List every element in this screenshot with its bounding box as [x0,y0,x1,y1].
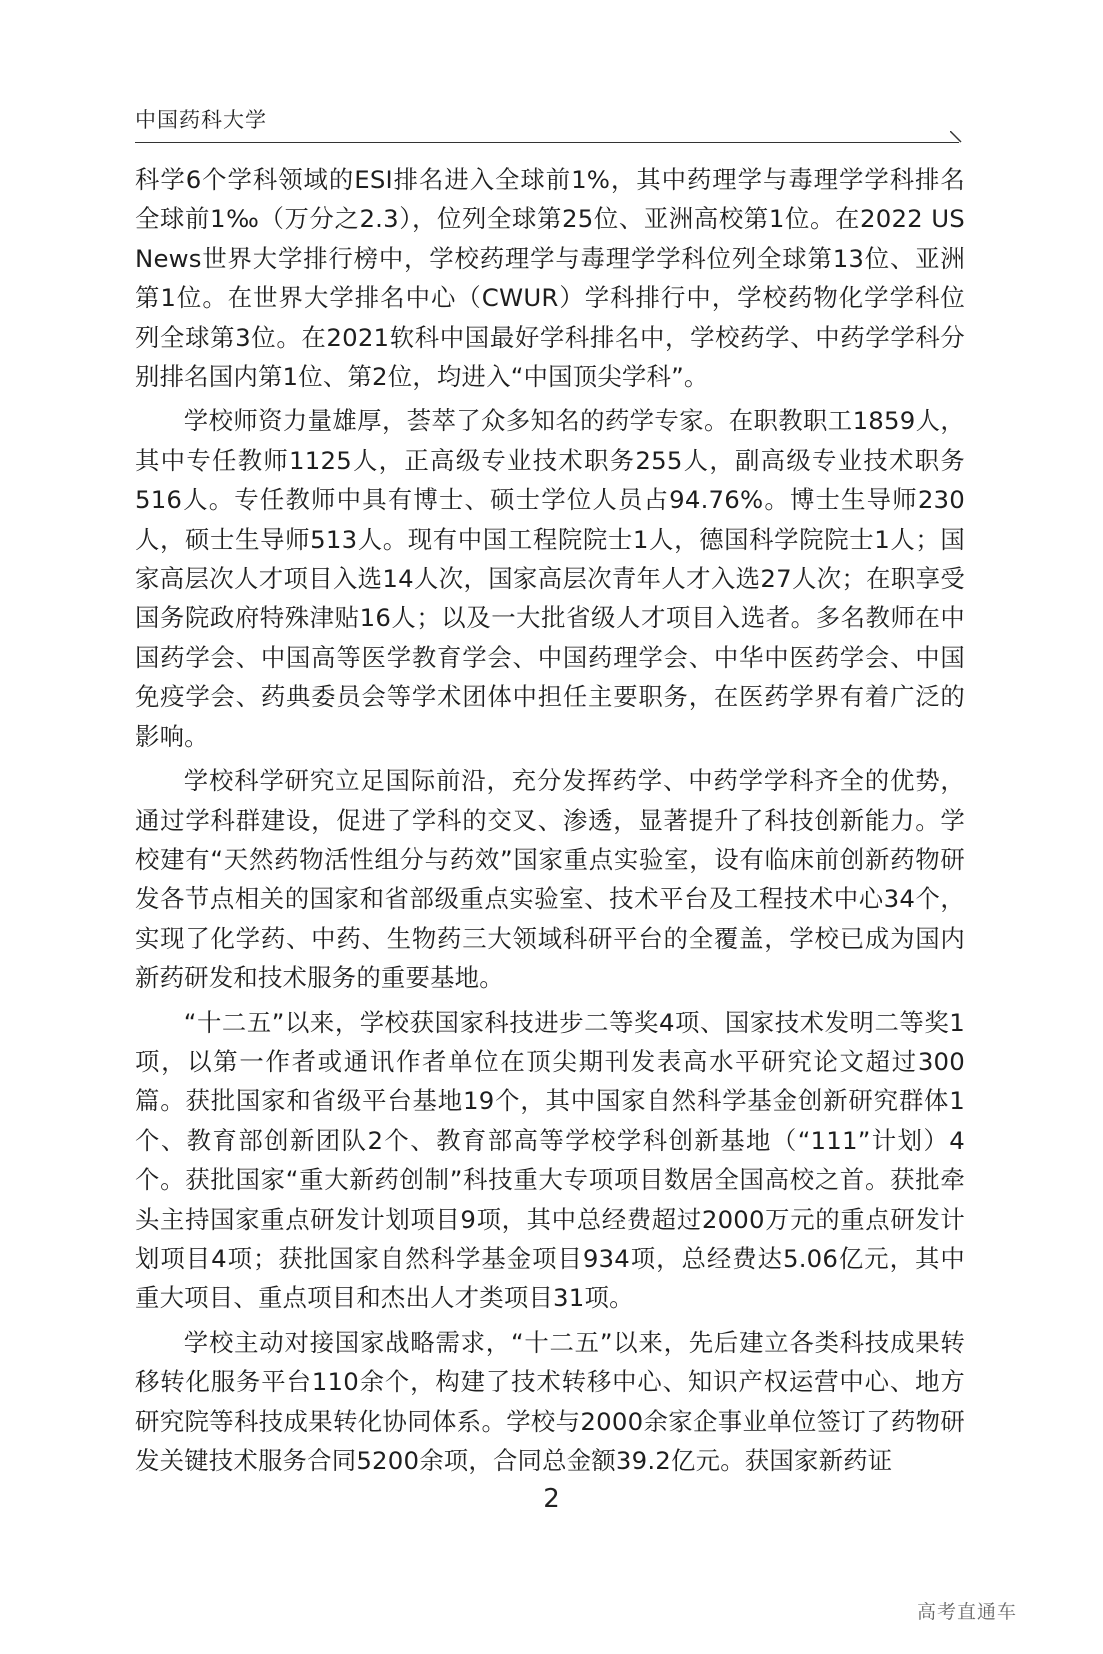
running-header-title: 中国药科大学 [135,108,267,132]
watermark-text: 高考直通车 [916,1601,1017,1623]
paragraph: “十二五”以来，学校获国家科技进步二等奖4项、国家技术发明二等奖1项，以第一作者或通讯作者单位在顶尖期刊发表高水平研究论文超过300篇。获批国家和省级平台基地19个，其中国家自然科学基金创新研究群体1个、教育部创新团队2个、教育部高等学校学科创新基地（“111”计划）4个。获批国家“重大新药创制”科技重大专项项目数居全国高校之首。获批牵头主持国家重点研发计划项目9项，其中总经费超过2000万元的重点研发计划项目4项；获批国家自然科学基金项目934项，总经费达5.06亿元，其中重大项目、重点项目和杰出人才类项目31项。 [135,1007,965,1313]
paragraph: 科学6个学科领域的ESI排名进入全球前1%，其中药理学与毒理学学科排名全球前1‰（万分之2.3），位列全球第25位、亚洲高校第1位。在2022 US News世界大学排行榜中，学校药理学与毒理学学科位列全球第13位、亚洲第1位。在世界大学排名中心（CWUR）学科排行中，学校药物化学学科位列全球第3位。在2021软科中国最好学科排名中，学校药学、中药学学科分别排名国内第1位、第2位，均进入“中国顶尖学科”。 [135,165,965,392]
paragraph: 学校师资力量雄厚，荟萃了众多知名的药学专家。在职教职工1859人，其中专任教师1125人，正高级专业技术职务255人，副高级专业技术职务516人。专任教师中具有博士、硕士学位人员占94.76%。博士生导师230人，硕士生导师513人。现有中国工程院院士1人，德国科学院院士1人；国家高层次人才项目入选14人次，国家高层次青年人才入选27人次；在职享受国务院政府特殊津贴16人；以及一大批省级人才项目入选者。多名教师在中国药学会、中国高等医学教育学会、中国药理学会、中华中医药学会、中国免疫学会、药典委员会等学术团体中担任主要职务，在医药学界有着广泛的影响。 [135,406,965,751]
body-text [135,160,965,1485]
paragraph: 学校主动对接国家战略需求，“十二五”以来，先后建立各类科技成果转移转化服务平台110余个，构建了技术转移中心、知识产权运营中心、地方研究院等科技成果转化协同体系。学校与2000余家企事业单位签订了药物研发关键技术服务合同5200余项，合同总金额39.2亿元。获国家新药证 [135,1327,965,1475]
header-divider [135,142,959,143]
paragraph: 学校科学研究立足国际前沿，充分发挥药学、中药学学科齐全的优势，通过学科群建设，促进了学科的交叉、渗透，显著提升了科技创新能力。学校建有“天然药物活性组分与药效”国家重点实验室，设有临床前创新药物研发各节点相关的国家和省部级重点实验室、技术平台及工程技术中心34个，实现了化学药、中药、生物药三大领域科研平台的全覆盖，学校已成为国内新药研发和技术服务的重要基地。 [135,766,965,993]
header-corner-mark [950,131,962,143]
page-number: 2 [543,1484,560,1514]
